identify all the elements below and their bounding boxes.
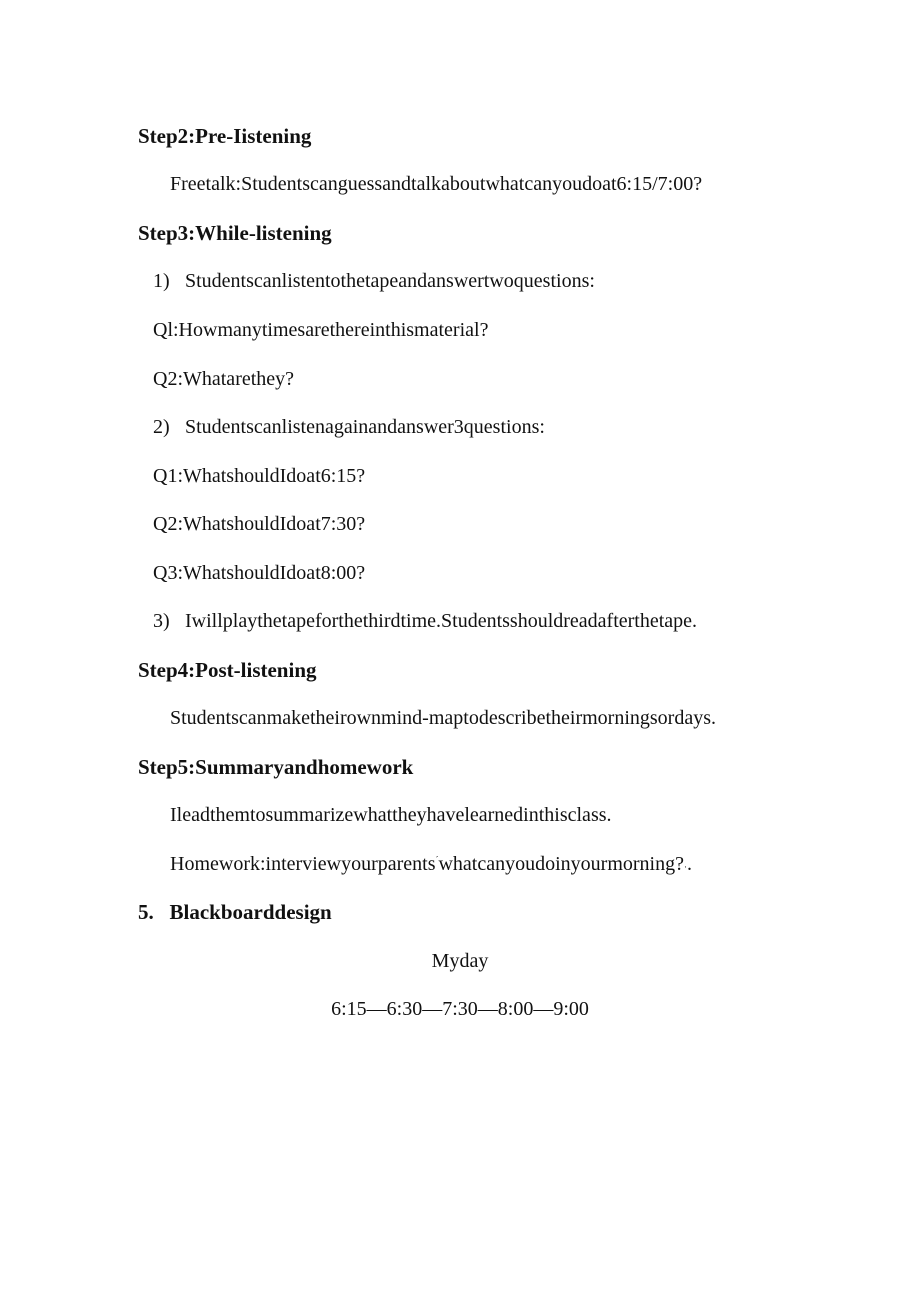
homework-text: Homework:interviewyourparents — [170, 853, 436, 875]
step4-text: Studentscanmaketheirownmind-maptodescribetheirmorningsordays. — [170, 707, 716, 729]
step3-item-3 — [153, 609, 697, 633]
step5-heading: Step5:Summaryandhomework — [138, 755, 414, 779]
item-text: Studentscanlistentothetapeandanswertwoquestions: — [185, 270, 595, 292]
item-number: 3) — [153, 610, 170, 632]
step2-heading: Step2:Pre-Iistening — [138, 124, 312, 148]
step3-item-1 — [153, 269, 595, 293]
step2-text: Freetalk:Studentscanguessandtalkaboutwhatcanyoudoat6:15/7:00? — [170, 173, 703, 195]
step3-question-4: Q2:WhatshouldIdoat7:30? — [153, 513, 366, 535]
item-text: Iwillplaythetapeforthethirdtime.Studentsshouldreadafterthetape. — [185, 610, 698, 632]
item-number: 1) — [153, 270, 170, 292]
homework-question: whatcanyoudoinyourmorning? — [438, 853, 684, 875]
quote-mark: · — [683, 862, 687, 872]
step3-heading: Step3:While-listening — [138, 221, 332, 245]
quote-mark: ´ — [435, 854, 439, 865]
blackboard-heading: 5. Blackboarddesign — [138, 900, 332, 924]
step4-heading: Step4:Post-listening — [138, 658, 317, 682]
blackboard-timeline: 6:15—6:30—7:30—8:00—9:00 — [331, 998, 589, 1020]
homework-end: . — [686, 853, 692, 875]
step3-question-1: Ql:Howmanytimesarethereinthismaterial? — [153, 319, 489, 341]
step3-question-5: Q3:WhatshouldIdoat8:00? — [153, 562, 366, 584]
item-text: Studentscanlistenagainandanswer3questions: — [185, 416, 545, 438]
item-number: 2) — [153, 416, 170, 438]
step3-question-3: Q1:WhatshouldIdoat6:15? — [153, 465, 366, 487]
step3-question-2: Q2:Whatarethey? — [153, 368, 295, 390]
blackboard-title: Myday — [431, 950, 489, 972]
step5-homework — [170, 852, 692, 879]
step3-item-2 — [153, 415, 545, 439]
step5-text: Ileadthemtosummarizewhattheyhavelearnedinthisclass. — [170, 804, 612, 826]
